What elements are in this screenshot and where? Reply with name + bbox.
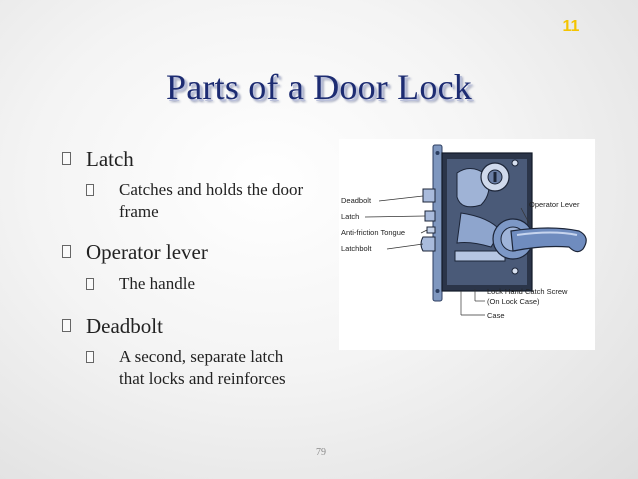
slide-title: Parts of a Door Lock — [166, 67, 472, 107]
face-plate-screw-icon — [436, 151, 440, 155]
bullet-box-icon — [86, 184, 94, 196]
bullet-box-icon — [86, 278, 94, 290]
door-lock-illustration — [339, 139, 595, 350]
callout-catch-screw-note: (On Lock Case) — [487, 297, 540, 306]
bullet-box-icon — [62, 152, 71, 165]
bullet-label: Deadbolt — [86, 314, 163, 338]
sub-bullet-deadbolt — [86, 346, 312, 390]
sub-bullet-text: The handle — [119, 274, 195, 293]
case-screw-icon — [512, 268, 518, 274]
face-plate — [433, 145, 442, 301]
callout-catch-screw: Lock Hand Catch Screw — [487, 287, 568, 296]
bullet-box-icon — [62, 245, 71, 258]
sub-bullet-operator-lever — [86, 273, 312, 295]
callout-latchbolt: Latchbolt — [341, 244, 372, 253]
page-number: 79 — [316, 447, 326, 458]
bullet-list — [62, 146, 312, 390]
slide-number: 11 — [562, 18, 580, 35]
sub-bullet-text: Catches and holds the door frame — [119, 180, 304, 221]
callout-anti-friction-tongue: Anti-friction Tongue — [341, 228, 406, 237]
face-plate-screw-icon — [436, 289, 440, 293]
bullet-label: Latch — [86, 147, 134, 171]
bullet-box-icon — [86, 351, 94, 363]
bullet-operator-lever — [62, 239, 312, 265]
deadbolt — [423, 189, 435, 202]
bullet-label: Operator lever — [86, 240, 208, 264]
sub-bullet-latch — [86, 179, 312, 223]
bullet-box-icon — [62, 319, 71, 332]
latch — [425, 211, 435, 221]
keyway — [494, 172, 497, 182]
anti-friction-tongue — [427, 227, 435, 233]
callout-deadbolt: Deadbolt — [341, 196, 372, 205]
bullet-deadbolt — [62, 313, 312, 339]
sub-bullet-text: A second, separate latch that locks and reinforces — [119, 347, 286, 388]
callout-latch: Latch — [341, 212, 360, 221]
latchbolt — [421, 237, 435, 251]
bullet-latch — [62, 146, 312, 172]
case-screw-icon — [512, 160, 518, 166]
door-lock-diagram — [339, 139, 595, 350]
callout-case: Case — [487, 311, 505, 320]
callout-operator-lever: Operator Lever — [529, 200, 580, 209]
